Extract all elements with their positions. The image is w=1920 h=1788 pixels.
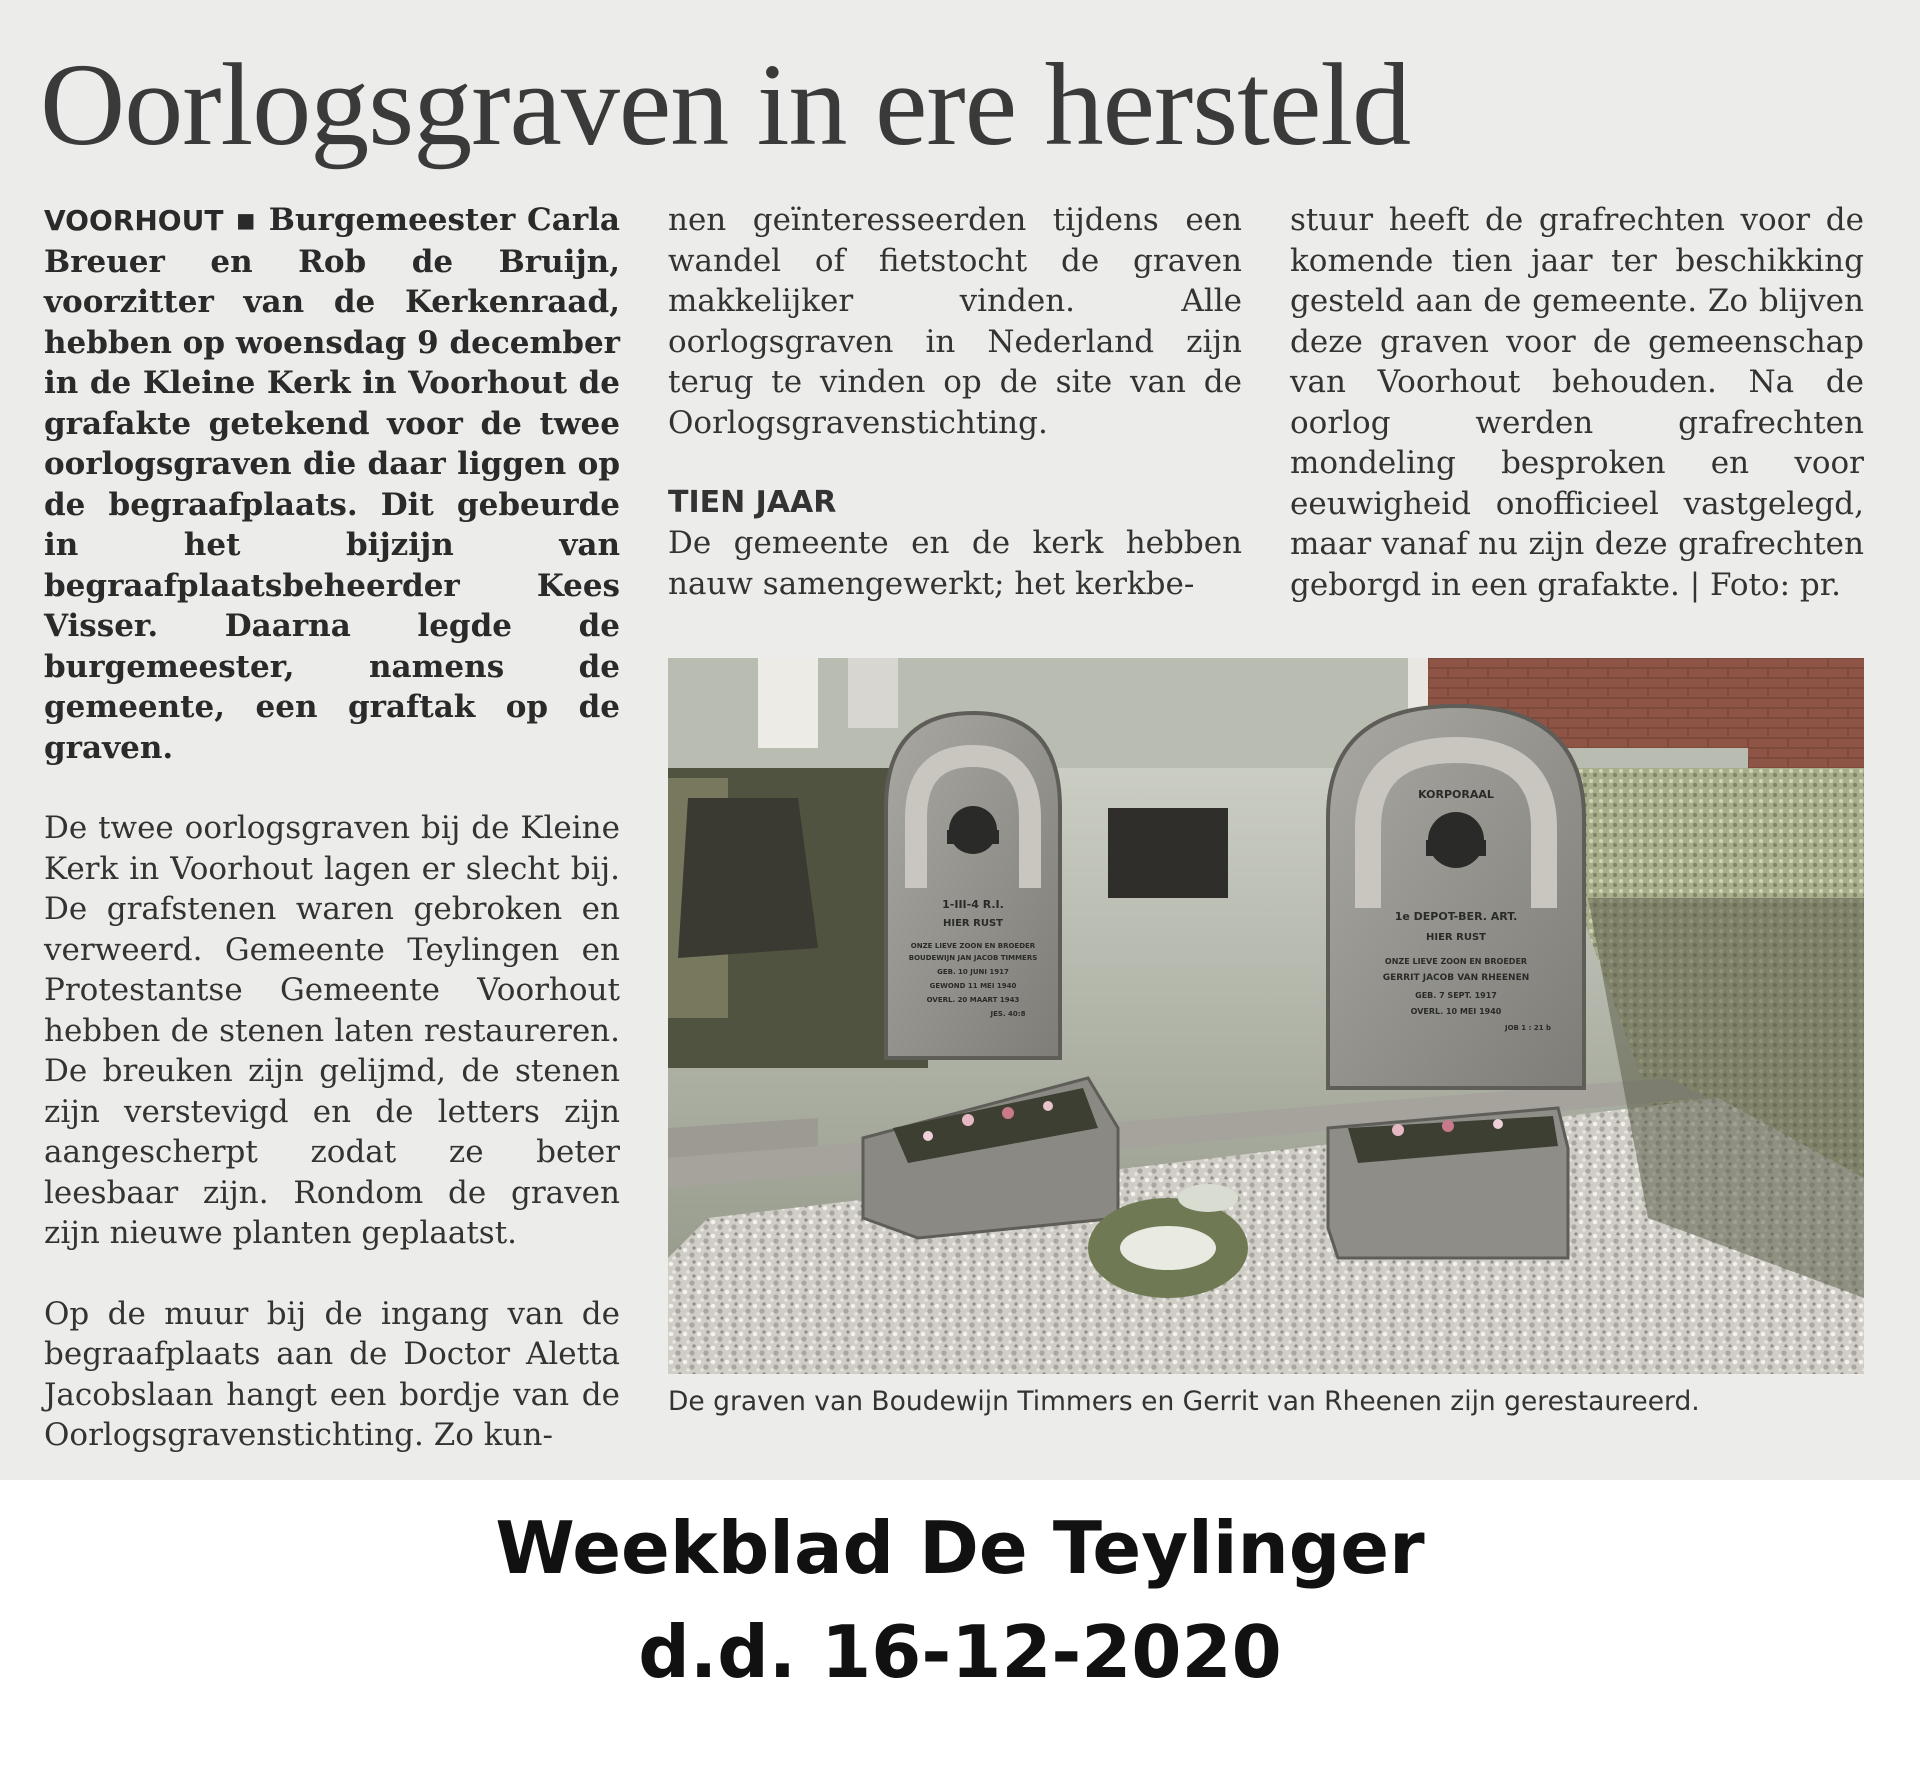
headline: Oorlogsgraven in ere hersteld <box>40 39 1411 170</box>
subheading: TIEN JAAR <box>668 485 837 520</box>
paragraph-4: nen geïnteresseerden tijdens een wandel of fietstocht de graven makkelijker vinden. Alle oorlogsgraven in Nederland zijn terug te vinden op de site van de Oorlogsgravenstichting. <box>668 202 1242 441</box>
source-title: Weekblad De Teylinger <box>495 1506 1425 1590</box>
right-stone-rest: HIER RUST <box>1426 932 1486 943</box>
left-stone-line1: ONZE LIEVE ZOON EN BROEDER <box>910 942 1036 950</box>
left-stone-name: BOUDEWIJN JAN JACOB TIMMERS <box>908 954 1038 962</box>
paragraph-3: Op de muur bij de ingang van de begraafplaats aan de Doctor Aletta Jacobslaan hangt een bordje van de Oorlogsgravenstichting. Zo kun- <box>44 1295 620 1453</box>
left-stone-rest: HIER RUST <box>943 918 1003 929</box>
paragraph-6: stuur heeft de grafrechten voor de komende tien jaar ter beschikking gesteld aan de gemeente. Zo blijven deze graven voor de gemeenschap van Voorhout behouden. Na de oorlog werden grafrechten mondeling besproken en voor eeuwigheid onofficieel vastgelegd, maar vanaf nu zijn deze grafrechten geborgd in een grafakte. | Foto: pr. <box>1290 202 1864 603</box>
left-stone-verse: JES. 40:8 <box>990 1010 1026 1018</box>
grave-photo <box>668 658 1864 1374</box>
right-stone-name: GERRIT JACOB VAN RHEENEN <box>1382 973 1530 983</box>
article-column-1 <box>44 200 620 1496</box>
right-stone-born: GEB. 7 SEPT. 1917 <box>1415 991 1497 1000</box>
lead-text: Burgemeester Carla Breuer en Rob de Bruijn, voorzitter van de Kerkenraad, hebben op woensdag 9 december in de Kleine Kerk in Voorhout de grafakte getekend voor de twee oorlogsgraven die daar liggen op de begraafplaats. Dit gebeurde in het bijzijn van begraafplaatsbeheerder Kees Visser. Daarna legde de burgemeester, namens de gemeente, een graftak op de graven. <box>44 202 621 766</box>
photo-caption: De graven van Boudewijn Timmers en Gerrit van Rheenen zijn gerestaureerd. <box>668 1386 1700 1417</box>
left-stone-unit: 1-III-4 R.I. <box>942 898 1004 911</box>
right-stone-verse: JOB 1 : 21 b <box>1504 1024 1552 1032</box>
paragraph-5: De gemeente en de kerk hebben nauw samengewerkt; het kerkbe- <box>668 525 1242 602</box>
left-stone-born: GEB. 10 JUNI 1917 <box>937 968 1009 976</box>
right-stone-line1: ONZE LIEVE ZOON EN BROEDER <box>1384 957 1528 966</box>
paragraph-2: De twee oorlogsgraven bij de Kleine Kerk in Voorhout lagen er slecht bij. De grafstenen waren gebroken en verweerd. Gemeente Teylingen en Protestantse Gemeente Voorhout hebben de stenen laten restaureren. De breuken zijn gelijmd, de stenen zijn verstevigd en de letters zijn aangescherpt zodat ze beter leesbaar zijn. Rondom de graven zijn nieuwe planten geplaatst. <box>44 810 620 1251</box>
left-stone-died: OVERL. 20 MAART 1943 <box>926 996 1020 1004</box>
dateline: VOORHOUT <box>44 204 224 237</box>
right-stone-died: OVERL. 10 MEI 1940 <box>1410 1007 1502 1016</box>
right-stone-unit: 1e DEPOT-BER. ART. <box>1394 910 1518 923</box>
right-stone-rank: KORPORAAL <box>1418 788 1494 801</box>
article-column-3 <box>1290 200 1864 645</box>
dateline-separator: ▪ <box>235 202 258 238</box>
grave-photo-illustration <box>668 658 1864 1374</box>
article-column-2 <box>668 200 1242 644</box>
lead-paragraph <box>44 200 620 768</box>
source-date: d.d. 16-12-2020 <box>638 1610 1282 1694</box>
left-stone-wounded: GEWOND 11 MEI 1940 <box>929 982 1017 990</box>
